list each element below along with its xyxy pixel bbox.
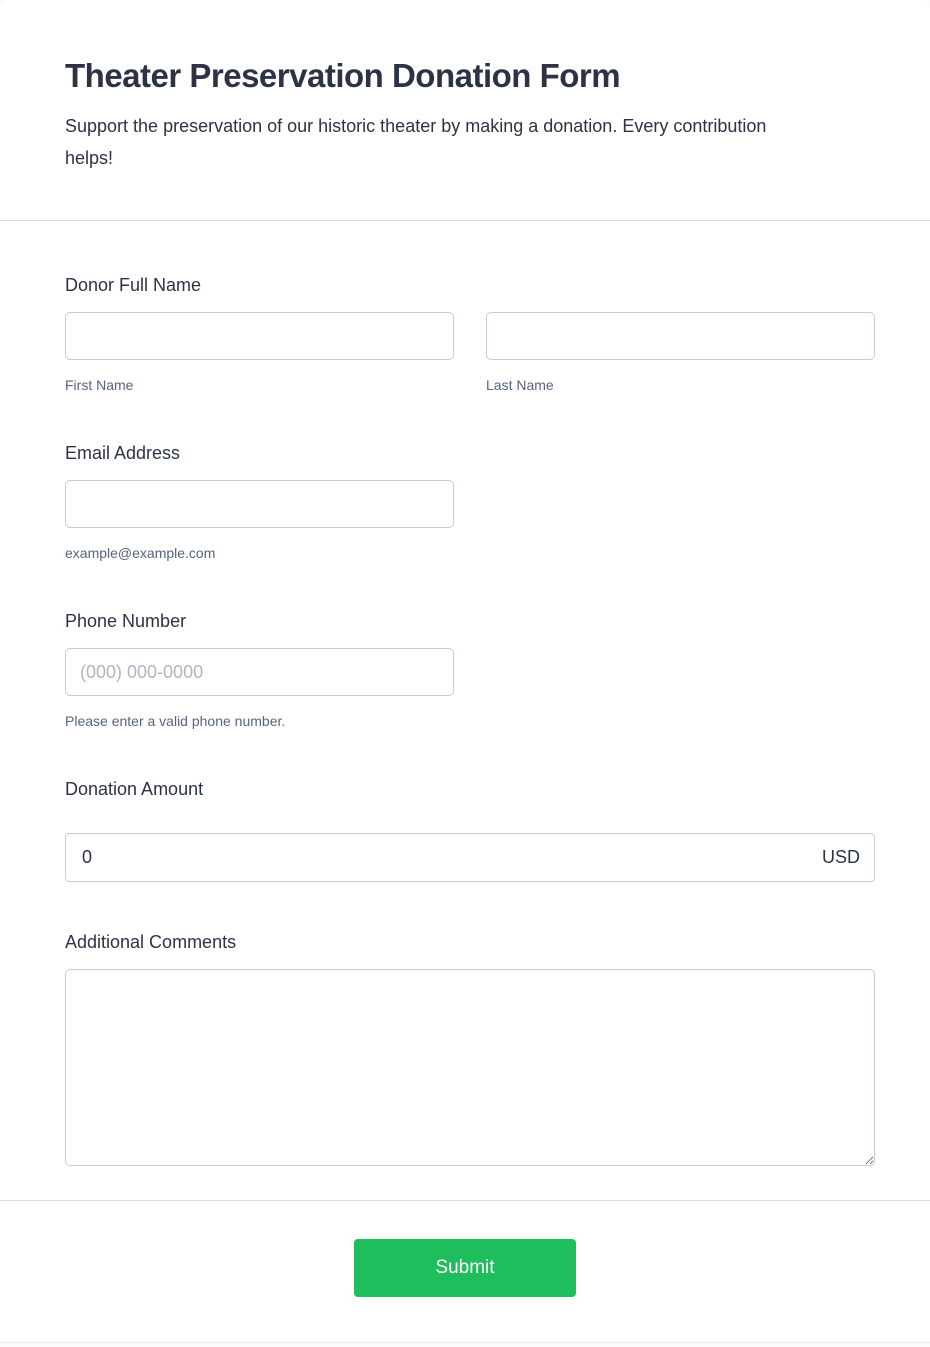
email-input-row	[65, 480, 875, 528]
email-section	[65, 443, 875, 561]
donor-name-label: Donor Full Name	[65, 275, 202, 295]
first-name-column	[65, 312, 454, 393]
email-hint: example@example.com	[65, 545, 216, 561]
first-name-sublabel: First Name	[65, 377, 134, 393]
form-subtitle: Support the preservation of our historic theater by making a donation. Every contribution helps!	[65, 116, 767, 168]
donor-name-section	[65, 275, 875, 393]
header-divider	[0, 220, 930, 221]
donation-amount-box	[65, 833, 875, 882]
comments-label: Additional Comments	[65, 932, 237, 952]
donation-amount-label: Donation Amount	[65, 779, 204, 799]
form-title: Theater Preservation Donation Form	[65, 57, 621, 94]
submit-button[interactable]: Submit	[354, 1239, 576, 1297]
form-header	[0, 0, 930, 174]
phone-section	[65, 611, 875, 729]
first-name-input[interactable]	[65, 312, 454, 360]
last-name-input[interactable]	[486, 312, 875, 360]
last-name-sublabel: Last Name	[486, 377, 554, 393]
phone-hint: Please enter a valid phone number.	[65, 713, 286, 729]
email-label: Email Address	[65, 443, 181, 463]
comments-textarea[interactable]	[65, 969, 875, 1166]
comments-section	[65, 932, 875, 1166]
phone-input-row	[65, 648, 875, 696]
donor-name-inputs	[65, 312, 875, 393]
currency-suffix: USD	[821, 847, 860, 867]
submit-row	[0, 1201, 930, 1342]
phone-label: Phone Number	[65, 611, 187, 631]
donation-amount-section	[65, 779, 875, 882]
email-input[interactable]	[65, 480, 454, 528]
last-name-column	[486, 312, 875, 393]
phone-input[interactable]	[65, 648, 454, 696]
form-body	[0, 275, 930, 1166]
donation-amount-input[interactable]	[80, 846, 812, 869]
